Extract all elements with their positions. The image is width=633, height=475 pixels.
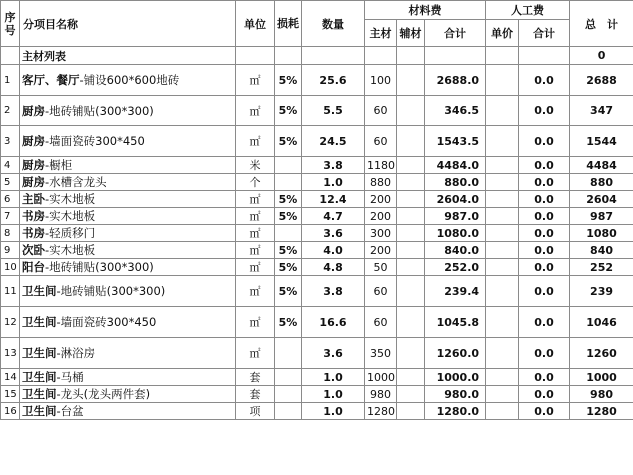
row-loss: 5% — [275, 259, 302, 276]
row-seq: 2 — [1, 96, 20, 126]
row-item-name — [20, 225, 236, 242]
header-material-sum: 合计 — [425, 20, 486, 47]
row-main-material: 60 — [365, 126, 397, 157]
row-main-material: 100 — [365, 65, 397, 96]
row-aux-material — [397, 208, 425, 225]
header-seq: 序号 — [1, 1, 20, 47]
row-unit: ㎡ — [236, 208, 275, 225]
row-item-name — [20, 157, 236, 174]
row-loss: 5% — [275, 242, 302, 259]
row-room: 书房 — [22, 226, 45, 240]
row-total: 840 — [570, 242, 633, 259]
row-main-material: 60 — [365, 276, 397, 307]
row-seq: 11 — [1, 276, 20, 307]
row-room: 卫生间 — [22, 404, 57, 418]
row-main-material: 980 — [365, 386, 397, 403]
row-main-material: 350 — [365, 338, 397, 369]
row-material-sum: 1000.0 — [425, 369, 486, 386]
row-total: 2604 — [570, 191, 633, 208]
row-desc: -墙面瓷砖300*450 — [45, 134, 145, 148]
row-material-sum: 1280.0 — [425, 403, 486, 420]
row-loss: 5% — [275, 191, 302, 208]
row-material-sum: 4484.0 — [425, 157, 486, 174]
row-room: 主卧 — [22, 192, 45, 206]
table-row — [1, 369, 633, 386]
row-loss — [275, 157, 302, 174]
row-unit: ㎡ — [236, 307, 275, 338]
row-aux-material — [397, 126, 425, 157]
row-aux-material — [397, 276, 425, 307]
row-main-material: 880 — [365, 174, 397, 191]
row-material-sum: 880.0 — [425, 174, 486, 191]
header-qty: 数量 — [302, 1, 365, 47]
header-item: 分项目名称 — [20, 1, 236, 47]
row-desc: -墙面瓷砖300*450 — [56, 315, 157, 329]
row-item-name — [20, 386, 236, 403]
row-room: 卫生间 — [22, 315, 57, 329]
row-labor-sum: 0.0 — [519, 96, 570, 126]
row-room: 客厅、餐厅 — [22, 73, 80, 87]
row-loss — [275, 338, 302, 369]
row-item-name — [20, 174, 236, 191]
row-seq: 7 — [1, 208, 20, 225]
row-loss: 5% — [275, 96, 302, 126]
row-labor-sum: 0.0 — [519, 208, 570, 225]
row-main-material: 60 — [365, 96, 397, 126]
section-title: 主材列表 — [20, 47, 236, 65]
row-seq: 10 — [1, 259, 20, 276]
row-loss: 5% — [275, 126, 302, 157]
row-total: 252 — [570, 259, 633, 276]
header-material-group: 材料费 — [365, 1, 486, 20]
row-room: 书房 — [22, 209, 45, 223]
row-labor-price — [486, 157, 519, 174]
row-material-sum: 2604.0 — [425, 191, 486, 208]
row-item-name — [20, 65, 236, 96]
row-room: 厨房 — [22, 103, 45, 118]
row-material-sum: 1045.8 — [425, 307, 486, 338]
row-aux-material — [397, 403, 425, 420]
row-labor-price — [486, 276, 519, 307]
row-labor-price — [486, 208, 519, 225]
row-room: 卫生间 — [22, 370, 57, 384]
row-aux-material — [397, 369, 425, 386]
row-material-sum: 1080.0 — [425, 225, 486, 242]
row-qty: 4.0 — [302, 242, 365, 259]
row-total: 1000 — [570, 369, 633, 386]
row-item-name — [20, 403, 236, 420]
row-labor-sum: 0.0 — [519, 157, 570, 174]
row-main-material: 200 — [365, 208, 397, 225]
section-total: 0 — [570, 47, 633, 65]
row-main-material: 200 — [365, 242, 397, 259]
table-row — [1, 157, 633, 174]
row-labor-price — [486, 369, 519, 386]
row-loss — [275, 386, 302, 403]
row-material-sum: 346.5 — [425, 96, 486, 126]
row-qty: 25.6 — [302, 65, 365, 96]
row-qty: 24.5 — [302, 126, 365, 157]
row-room: 阳台 — [22, 260, 45, 274]
row-material-sum: 840.0 — [425, 242, 486, 259]
row-desc: -水槽含龙头 — [45, 175, 107, 189]
row-seq: 13 — [1, 338, 20, 369]
row-room: 厨房 — [22, 134, 45, 148]
row-total: 1046 — [570, 307, 633, 338]
row-unit: ㎡ — [236, 96, 275, 126]
row-item-name — [20, 307, 236, 338]
row-labor-price — [486, 126, 519, 157]
row-qty: 3.6 — [302, 225, 365, 242]
row-seq: 8 — [1, 225, 20, 242]
row-room: 厨房 — [22, 158, 45, 172]
row-labor-price — [486, 96, 519, 126]
table-row — [1, 191, 633, 208]
row-main-material: 1000 — [365, 369, 397, 386]
row-labor-sum: 0.0 — [519, 126, 570, 157]
row-aux-material — [397, 191, 425, 208]
header-labor-sum: 合计 — [519, 20, 570, 47]
table-row — [1, 96, 633, 126]
row-aux-material — [397, 338, 425, 369]
row-desc: -地砖铺贴(300*300) — [45, 103, 154, 118]
row-aux-material — [397, 96, 425, 126]
row-labor-price — [486, 338, 519, 369]
row-seq: 16 — [1, 403, 20, 420]
row-item-name — [20, 242, 236, 259]
row-total: 987 — [570, 208, 633, 225]
row-main-material: 200 — [365, 191, 397, 208]
row-qty: 1.0 — [302, 369, 365, 386]
row-seq: 4 — [1, 157, 20, 174]
row-unit: 套 — [236, 386, 275, 403]
row-unit: ㎡ — [236, 65, 275, 96]
row-labor-sum: 0.0 — [519, 65, 570, 96]
row-labor-sum: 0.0 — [519, 386, 570, 403]
row-seq: 6 — [1, 191, 20, 208]
row-aux-material — [397, 225, 425, 242]
row-desc: -轻质移门 — [45, 226, 96, 240]
row-seq: 9 — [1, 242, 20, 259]
row-loss — [275, 225, 302, 242]
row-labor-sum: 0.0 — [519, 242, 570, 259]
table-row — [1, 338, 633, 369]
row-room: 卫生间 — [22, 387, 57, 401]
row-labor-sum: 0.0 — [519, 307, 570, 338]
row-item-name — [20, 126, 236, 157]
row-labor-sum: 0.0 — [519, 225, 570, 242]
row-qty: 1.0 — [302, 403, 365, 420]
table-row — [1, 386, 633, 403]
row-material-sum: 987.0 — [425, 208, 486, 225]
row-labor-sum: 0.0 — [519, 174, 570, 191]
row-desc: -实木地板 — [45, 192, 96, 206]
row-total: 1544 — [570, 126, 633, 157]
header-aux-material: 辅材 — [397, 20, 425, 47]
row-room: 卫生间 — [22, 284, 57, 298]
table-row — [1, 242, 633, 259]
row-main-material: 60 — [365, 307, 397, 338]
header-labor-group: 人工费 — [486, 1, 570, 20]
row-total: 347 — [570, 96, 633, 126]
row-seq: 14 — [1, 369, 20, 386]
row-aux-material — [397, 307, 425, 338]
row-loss — [275, 174, 302, 191]
row-labor-price — [486, 259, 519, 276]
row-labor-price — [486, 225, 519, 242]
header-main-material: 主材 — [365, 20, 397, 47]
row-labor-price — [486, 191, 519, 208]
row-desc: -铺设600*600地砖 — [79, 73, 180, 87]
row-main-material: 300 — [365, 225, 397, 242]
row-total: 1080 — [570, 225, 633, 242]
row-seq: 15 — [1, 386, 20, 403]
row-desc: -实木地板 — [45, 209, 96, 223]
row-main-material: 50 — [365, 259, 397, 276]
row-desc: -地砖铺贴(300*300) — [45, 260, 154, 274]
row-unit: 项 — [236, 403, 275, 420]
section-row — [1, 47, 633, 65]
row-item-name — [20, 338, 236, 369]
row-aux-material — [397, 259, 425, 276]
row-qty: 1.0 — [302, 386, 365, 403]
table-row — [1, 403, 633, 420]
row-unit: 个 — [236, 174, 275, 191]
header-total: 总 计 — [570, 1, 633, 47]
row-item-name — [20, 208, 236, 225]
row-room: 厨房 — [22, 175, 45, 189]
row-labor-price — [486, 242, 519, 259]
row-qty: 3.6 — [302, 338, 365, 369]
row-main-material: 1280 — [365, 403, 397, 420]
header-labor-price: 单价 — [486, 20, 519, 47]
row-material-sum: 1543.5 — [425, 126, 486, 157]
row-unit: ㎡ — [236, 276, 275, 307]
row-main-material: 1180 — [365, 157, 397, 174]
row-item-name — [20, 96, 236, 126]
header-unit: 单位 — [236, 1, 275, 47]
table-row — [1, 65, 633, 96]
row-item-name — [20, 276, 236, 307]
row-labor-sum: 0.0 — [519, 191, 570, 208]
row-qty: 3.8 — [302, 276, 365, 307]
row-loss: 5% — [275, 208, 302, 225]
row-unit: 米 — [236, 157, 275, 174]
row-qty: 5.5 — [302, 96, 365, 126]
row-loss — [275, 369, 302, 386]
row-aux-material — [397, 386, 425, 403]
row-material-sum: 252.0 — [425, 259, 486, 276]
row-seq: 12 — [1, 307, 20, 338]
row-desc: -橱柜 — [45, 158, 73, 172]
row-qty: 12.4 — [302, 191, 365, 208]
table-row — [1, 174, 633, 191]
row-desc: -地砖铺贴(300*300) — [56, 284, 166, 298]
row-labor-price — [486, 174, 519, 191]
row-desc: -马桶 — [56, 370, 84, 384]
row-labor-price — [486, 403, 519, 420]
row-labor-sum: 0.0 — [519, 369, 570, 386]
row-seq: 1 — [1, 65, 20, 96]
table-row — [1, 259, 633, 276]
row-labor-price — [486, 307, 519, 338]
header-loss: 损耗 — [275, 1, 302, 47]
row-total: 1260 — [570, 338, 633, 369]
row-qty: 3.8 — [302, 157, 365, 174]
row-aux-material — [397, 65, 425, 96]
row-total: 4484 — [570, 157, 633, 174]
row-material-sum: 239.4 — [425, 276, 486, 307]
row-unit: ㎡ — [236, 338, 275, 369]
row-total: 239 — [570, 276, 633, 307]
row-total: 980 — [570, 386, 633, 403]
table-row — [1, 225, 633, 242]
row-seq: 5 — [1, 174, 20, 191]
row-qty: 16.6 — [302, 307, 365, 338]
row-unit: ㎡ — [236, 126, 275, 157]
row-material-sum: 980.0 — [425, 386, 486, 403]
row-seq: 3 — [1, 126, 20, 157]
row-desc: -实木地板 — [45, 243, 96, 257]
row-desc: -龙头(龙头两件套) — [56, 387, 151, 401]
row-aux-material — [397, 174, 425, 191]
row-labor-price — [486, 386, 519, 403]
row-unit: ㎡ — [236, 242, 275, 259]
row-qty: 4.8 — [302, 259, 365, 276]
row-labor-price — [486, 65, 519, 96]
row-item-name — [20, 259, 236, 276]
row-room: 次卧 — [22, 243, 45, 257]
row-loss — [275, 403, 302, 420]
row-labor-sum: 0.0 — [519, 259, 570, 276]
row-loss: 5% — [275, 276, 302, 307]
row-desc: -淋浴房 — [56, 346, 96, 360]
row-total: 2688 — [570, 65, 633, 96]
row-unit: ㎡ — [236, 191, 275, 208]
row-item-name — [20, 191, 236, 208]
row-labor-sum: 0.0 — [519, 338, 570, 369]
row-qty: 1.0 — [302, 174, 365, 191]
row-item-name — [20, 369, 236, 386]
table-row — [1, 276, 633, 307]
row-loss: 5% — [275, 307, 302, 338]
row-qty: 4.7 — [302, 208, 365, 225]
row-material-sum: 2688.0 — [425, 65, 486, 96]
row-total: 880 — [570, 174, 633, 191]
table-row — [1, 307, 633, 338]
row-aux-material — [397, 242, 425, 259]
row-unit: ㎡ — [236, 259, 275, 276]
row-unit: ㎡ — [236, 225, 275, 242]
table-row — [1, 208, 633, 225]
row-room: 卫生间 — [22, 346, 57, 360]
row-unit: 套 — [236, 369, 275, 386]
row-aux-material — [397, 157, 425, 174]
row-material-sum: 1260.0 — [425, 338, 486, 369]
row-loss: 5% — [275, 65, 302, 96]
row-labor-sum: 0.0 — [519, 403, 570, 420]
table-row — [1, 126, 633, 157]
row-total: 1280 — [570, 403, 633, 420]
row-labor-sum: 0.0 — [519, 276, 570, 307]
row-desc: -台盆 — [56, 404, 84, 418]
